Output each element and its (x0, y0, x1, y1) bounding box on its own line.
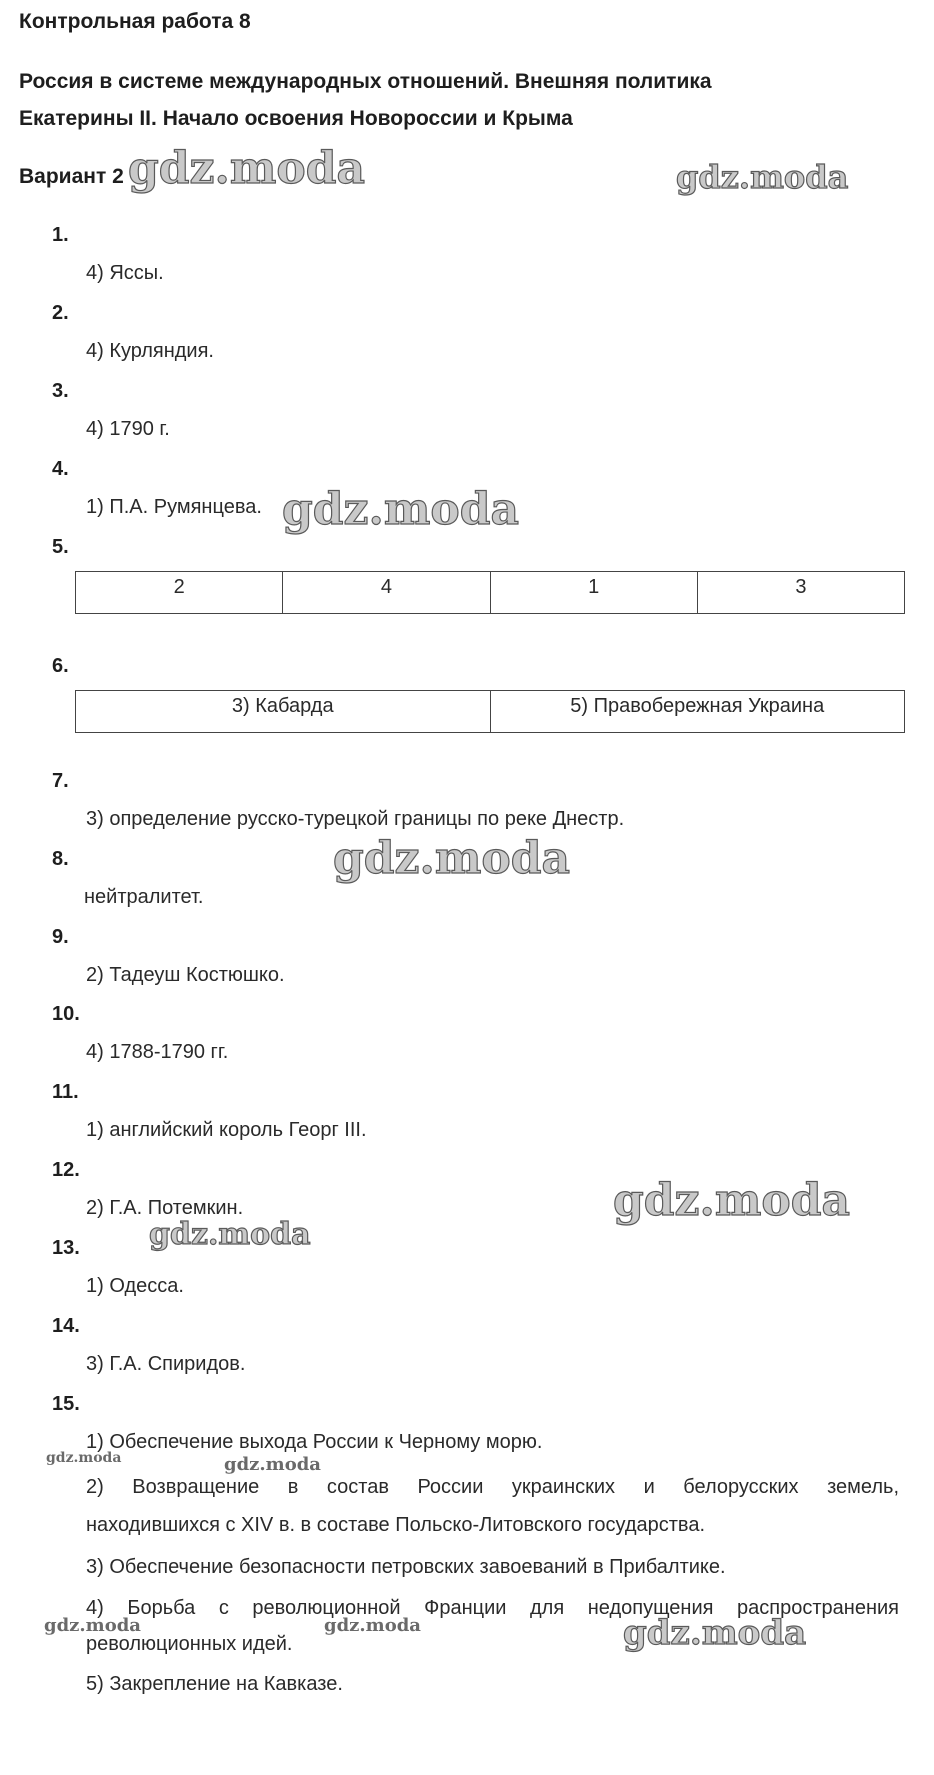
answer-text: 3) определение русско-турецкой границы по реке Днестр. (86, 808, 625, 830)
answer-6-table (75, 690, 905, 733)
answer-text: 1) английский король Георг III. (86, 1119, 367, 1141)
answer-line: находившихся с XIV в. в составе Польско-Литовского государства. (86, 1514, 705, 1536)
table-cell: 3) Кабарда (76, 691, 491, 733)
answer-line: революционных идей. (86, 1633, 293, 1655)
question-number: 14. (52, 1315, 80, 1337)
table-cell: 4 (283, 572, 490, 614)
question-number: 8. (52, 848, 69, 870)
answer-text: 2) Тадеуш Костюшко. (86, 964, 285, 986)
answer-text: 1) Одесса. (86, 1275, 184, 1297)
topic-line-2: Екатерины II. Начало освоения Новороссии и Крыма (19, 107, 573, 130)
answer-text: 4) Яссы. (86, 262, 164, 284)
question-number: 7. (52, 770, 69, 792)
answer-text: 4) Курляндия. (86, 340, 214, 362)
watermark-logo: gdz.moda (676, 158, 849, 196)
table-cell: 2 (76, 572, 283, 614)
table-cell: 5) Правобережная Украина (490, 691, 905, 733)
answer-line: 5) Закрепление на Кавказе. (86, 1673, 343, 1695)
question-number: 1. (52, 224, 69, 246)
table-cell: 3 (697, 572, 904, 614)
watermark-logo: gdz.moda (46, 1450, 122, 1466)
answer-text: 2) Г.А. Потемкин. (86, 1197, 244, 1219)
answer-line: 1) Обеспечение выхода России к Черному морю. (86, 1431, 543, 1453)
watermark-logo: gdz.moda (44, 1615, 141, 1636)
question-number: 10. (52, 1003, 80, 1025)
topic-line-1: Россия в системе международных отношений. Внешняя политика (19, 70, 712, 93)
question-number: 15. (52, 1393, 80, 1415)
question-number: 9. (52, 926, 69, 948)
variant-label: Вариант 2 (19, 165, 124, 188)
watermark-logo: gdz.moda (128, 143, 366, 194)
watermark-logo: gdz.moda (324, 1615, 421, 1636)
answer-line: 2) Возвращение в состав России украинских и белорусских земель, (86, 1476, 899, 1498)
answer-5-table (75, 571, 905, 614)
watermark-logo: gdz.moda (613, 1175, 851, 1226)
watermark-logo: gdz.moda (282, 484, 520, 535)
answer-line: 3) Обеспечение безопасности петровских завоеваний в Прибалтике. (86, 1556, 726, 1578)
answer-text: 1) П.А. Румянцева. (86, 496, 262, 518)
watermark-logo: gdz.moda (623, 1613, 807, 1653)
question-number: 5. (52, 536, 69, 558)
answer-line: 4) Борьба с революционной Франции для недопущения распространения (86, 1597, 899, 1619)
watermark-logo: gdz.moda (333, 833, 571, 884)
answer-text: 3) Г.А. Спиридов. (86, 1353, 246, 1375)
answer-text: 4) 1788-1790 гг. (86, 1041, 229, 1063)
question-number: 6. (52, 655, 69, 677)
table-cell: 1 (490, 572, 697, 614)
work-title: Контрольная работа 8 (19, 10, 251, 33)
answer-text: 4) 1790 г. (86, 418, 170, 440)
question-number: 11. (52, 1081, 79, 1103)
question-number: 4. (52, 458, 69, 480)
question-number: 12. (52, 1159, 80, 1181)
question-number: 13. (52, 1237, 80, 1259)
watermark-logo: gdz.moda (149, 1217, 311, 1252)
question-number: 3. (52, 380, 69, 402)
answer-text: нейтралитет. (84, 886, 204, 908)
question-number: 2. (52, 302, 69, 324)
watermark-logo: gdz.moda (224, 1454, 321, 1475)
